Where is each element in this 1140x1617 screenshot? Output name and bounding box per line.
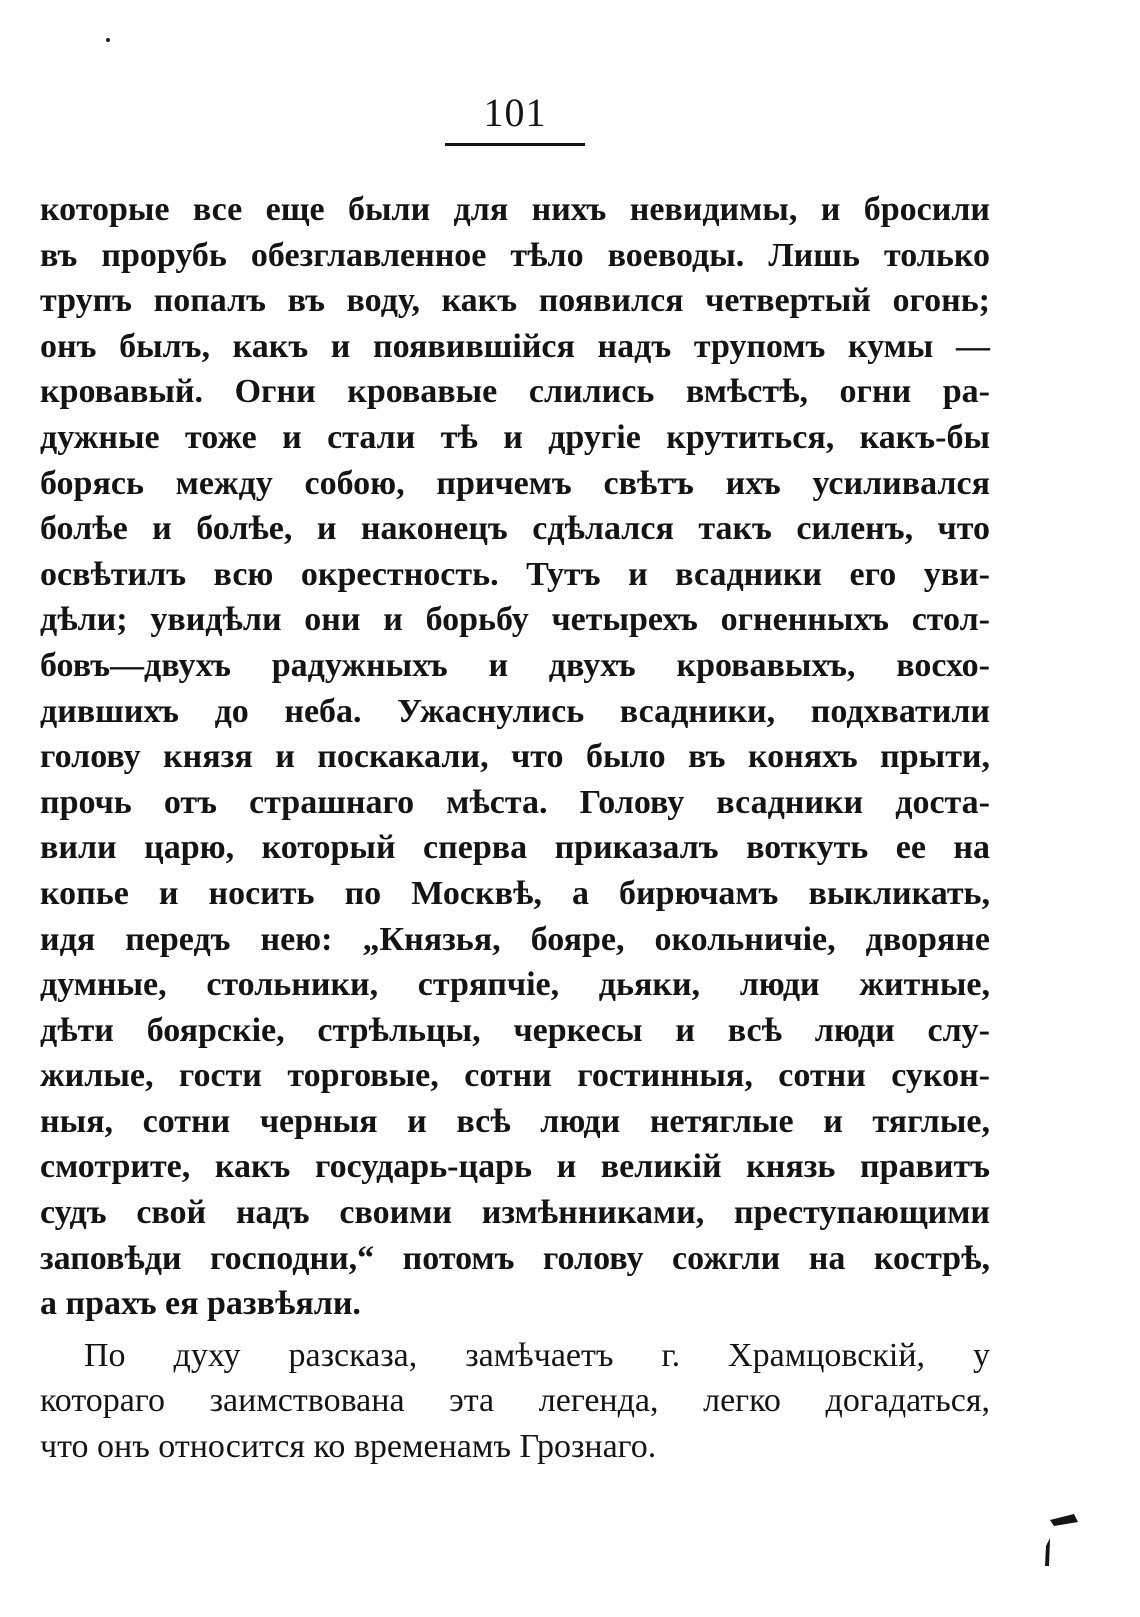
text-line: болѣе и болѣе, и наконецъ сдѣлался такъ силенъ, что — [40, 510, 990, 548]
text-line: бовъ—двухъ радужныхъ и двухъ кровавыхъ, восхо- — [40, 646, 990, 684]
text-line: ныя, сотни черныя и всѣ люди нетяглые и тяглые, — [40, 1102, 990, 1140]
text-line: котораго заимствована эта легенда, легко догадаться, — [40, 1382, 990, 1420]
text-line: дужные тоже и стали тѣ и другіе крутиться, какъ-бы — [40, 418, 990, 456]
paragraph-2 — [40, 1333, 990, 1470]
text-line: которые все еще были для нихъ невидимы, и бросили — [40, 191, 990, 228]
text-line: По духу разсказа, замѣчаетъ г. Храмцовскій, у — [84, 1336, 990, 1374]
corner-ink-mark — [1040, 1508, 1080, 1568]
page-number: 101 — [483, 90, 547, 135]
text-line: копье и носить по Москвѣ, а бирючамъ выкликать, — [40, 874, 990, 912]
text-line: что онъ относится ко временамъ Грознаго. — [40, 1428, 657, 1466]
text-line: трупъ попалъ въ воду, какъ появился четвертый огонь; — [40, 282, 990, 320]
text-line: вили царю, который сперва приказалъ воткуть ее на — [40, 829, 990, 867]
text-line: въ прорубь обезглавленное тѣло воеводы. Лишь только — [40, 236, 990, 274]
text-line: дѣли; увидѣли они и борьбу четырехъ огненныхъ стол- — [40, 601, 990, 639]
text-line: прочь отъ страшнаго мѣста. Голову всадники доста- — [40, 783, 990, 821]
text-line: смотрите, какъ государь-царь и великій князь правитъ — [40, 1148, 990, 1186]
text-line: дившихъ до неба. Ужаснулись всадники, подхватили — [40, 692, 990, 730]
text-line: онъ былъ, какъ и появившійся надъ трупомъ кумы — — [40, 327, 990, 365]
text-line: освѣтилъ всю окрестность. Тутъ и всадники его уви- — [40, 555, 990, 593]
text-line: заповѣди господни,“ потомъ голову сожгли на кострѣ, — [40, 1239, 990, 1277]
body-text — [40, 187, 990, 1470]
text-line: борясь между собою, причемъ свѣтъ ихъ усиливался — [40, 464, 990, 502]
text-line: жилые, гости торговые, сотни гостинныя, сотни сукон- — [40, 1057, 990, 1095]
text-line: кровавый. Огни кровавые слились вмѣстѣ, огни ра- — [40, 373, 990, 411]
text-line: идя передъ нею: „Князья, бояре, окольничіе, дворяне — [40, 920, 990, 958]
ink-speck — [106, 38, 110, 42]
text-line: а прахъ ея развѣяли. — [40, 1285, 361, 1323]
text-line: голову князя и поскакали, что было въ коняхъ прыти, — [40, 738, 990, 776]
page-number-rule — [445, 143, 585, 146]
paragraph-1 — [40, 187, 990, 1327]
text-line: судъ свой надъ своими измѣнниками, преступающими — [40, 1194, 990, 1232]
text-line: думные, стольники, стряпчіе, дьяки, люди житные, — [40, 966, 990, 1004]
text-line: дѣти боярскіе, стрѣльцы, черкесы и всѣ люди слу- — [40, 1011, 990, 1049]
